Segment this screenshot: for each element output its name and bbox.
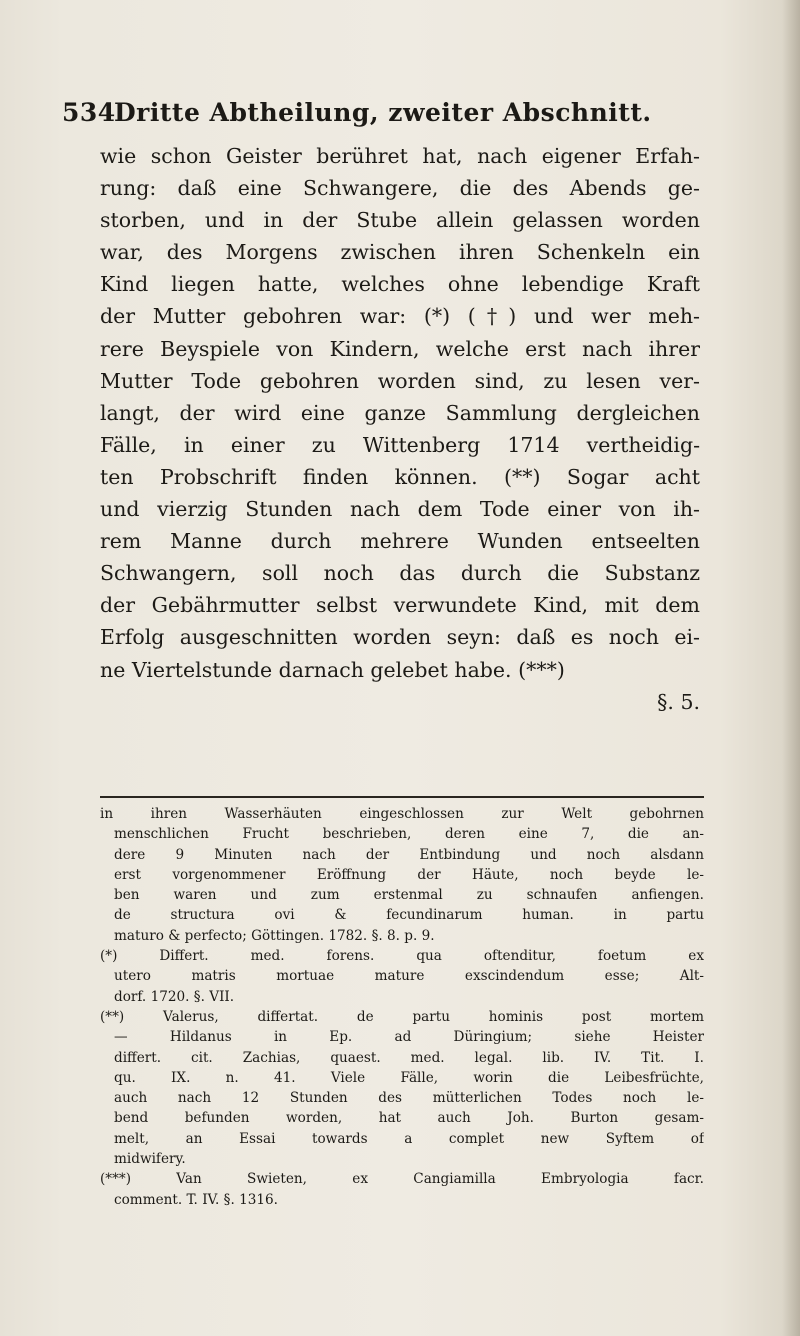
footnote-line: menschlichen Frucht beschrieben, deren eine 7, die an- bbox=[114, 826, 704, 843]
text-line: der Gebährmutter selbst verwundete Kind, mit dem bbox=[100, 593, 700, 618]
text-line: rere Beyspiele von Kindern, welche erst nach ihrer bbox=[100, 336, 700, 361]
text-line: war, des Morgens zwischen ihren Schenkeln ein bbox=[100, 240, 700, 265]
footnote-line: dorf. 1720. §. VII. bbox=[114, 988, 235, 1005]
text-line: Erfolg ausgeschnitten worden seyn: daß es noch ei- bbox=[100, 625, 700, 650]
text-line: Kind liegen hatte, welches ohne lebendige Kraft bbox=[100, 272, 700, 297]
running-header bbox=[62, 98, 702, 132]
footnote-line: maturo & perfecto; Göttingen. 1782. §. 8. p. 9. bbox=[114, 927, 435, 944]
footnote-line: melt, an Essai towards a complet new Syftem of bbox=[114, 1130, 704, 1147]
text-line: wie schon Geister berühret hat, nach eigener Erfah- bbox=[100, 144, 700, 168]
text-line: ne Viertelstunde darnach gelebet habe. (***) bbox=[100, 657, 565, 682]
section-marker: §. 5. bbox=[657, 689, 700, 714]
footnote-line: erst vorgenommener Eröffnung der Häute, noch beyde le- bbox=[114, 866, 704, 883]
text-line: der Mutter gebohren war: (*) (†) und wer meh- bbox=[100, 304, 700, 329]
footnote-line: bend befunden worden, hat auch Joh. Burton gesam- bbox=[114, 1110, 704, 1127]
footnote-line: de structura ovi & fecundinarum human. in partu bbox=[114, 907, 704, 924]
footnote-line: comment. T. IV. §. 1316. bbox=[114, 1191, 278, 1208]
footnote-line: in ihren Wasserhäuten eingeschlossen zur Welt gebohrnen bbox=[100, 806, 704, 822]
running-title: Dritte Abtheilung, zweiter Abschnitt. bbox=[114, 98, 652, 127]
footnote-line: auch nach 12 Stunden des mütterlichen Todes noch le- bbox=[114, 1090, 704, 1107]
footnotes bbox=[100, 804, 704, 1210]
footnote-line: midwifery. bbox=[114, 1151, 186, 1168]
text-line: Mutter Tode gebohren worden sind, zu lesen ver- bbox=[100, 368, 700, 393]
footnote-line: differt. cit. Zachias, quaest. med. legal. lib. IV. Tit. I. bbox=[114, 1049, 704, 1066]
text-line: Fälle, in einer zu Wittenberg 1714 vertheidig- bbox=[100, 432, 700, 457]
footnote-divider bbox=[100, 796, 704, 798]
text-line: langt, der wird eine ganze Sammlung dergleichen bbox=[100, 400, 700, 425]
footnote-line: (**) Valerus, differtat. de partu hominis post mortem bbox=[100, 1008, 704, 1025]
footnote-line: dere 9 Minuten nach der Entbindung und noch alsdann bbox=[114, 846, 704, 863]
page-number: 534 bbox=[62, 98, 116, 127]
main-text bbox=[100, 140, 700, 718]
footnote-line: qu. IX. n. 41. Viele Fälle, worin die Leibesfrüchte, bbox=[114, 1069, 704, 1086]
text-line: ten Probschrift finden können. (**) Sogar acht bbox=[100, 464, 700, 489]
text-line: Schwangern, soll noch das durch die Substanz bbox=[100, 561, 700, 586]
footnote-line: (*) Differt. med. forens. qua oftenditur, foetum ex bbox=[100, 948, 704, 965]
text-line: rung: daß eine Schwangere, die des Abends ge- bbox=[100, 176, 700, 201]
footnote-line: utero matris mortuae mature exscindendum esse; Alt- bbox=[114, 968, 704, 985]
text-line: storben, und in der Stube allein gelassen worden bbox=[100, 208, 700, 233]
footnote-line: (***) Van Swieten, ex Cangiamilla Embryologia facr. bbox=[100, 1171, 704, 1188]
footnote-line: ben waren und zum erstenmal zu schnaufen anfiengen. bbox=[114, 887, 704, 904]
text-line: und vierzig Stunden nach dem Tode einer von ih- bbox=[100, 497, 700, 522]
text-line: rem Manne durch mehrere Wunden entseelten bbox=[100, 529, 700, 554]
footnote-line: — Hildanus in Ep. ad Düringium; siehe Heister bbox=[114, 1029, 704, 1046]
page-edge-shadow bbox=[782, 0, 800, 1336]
